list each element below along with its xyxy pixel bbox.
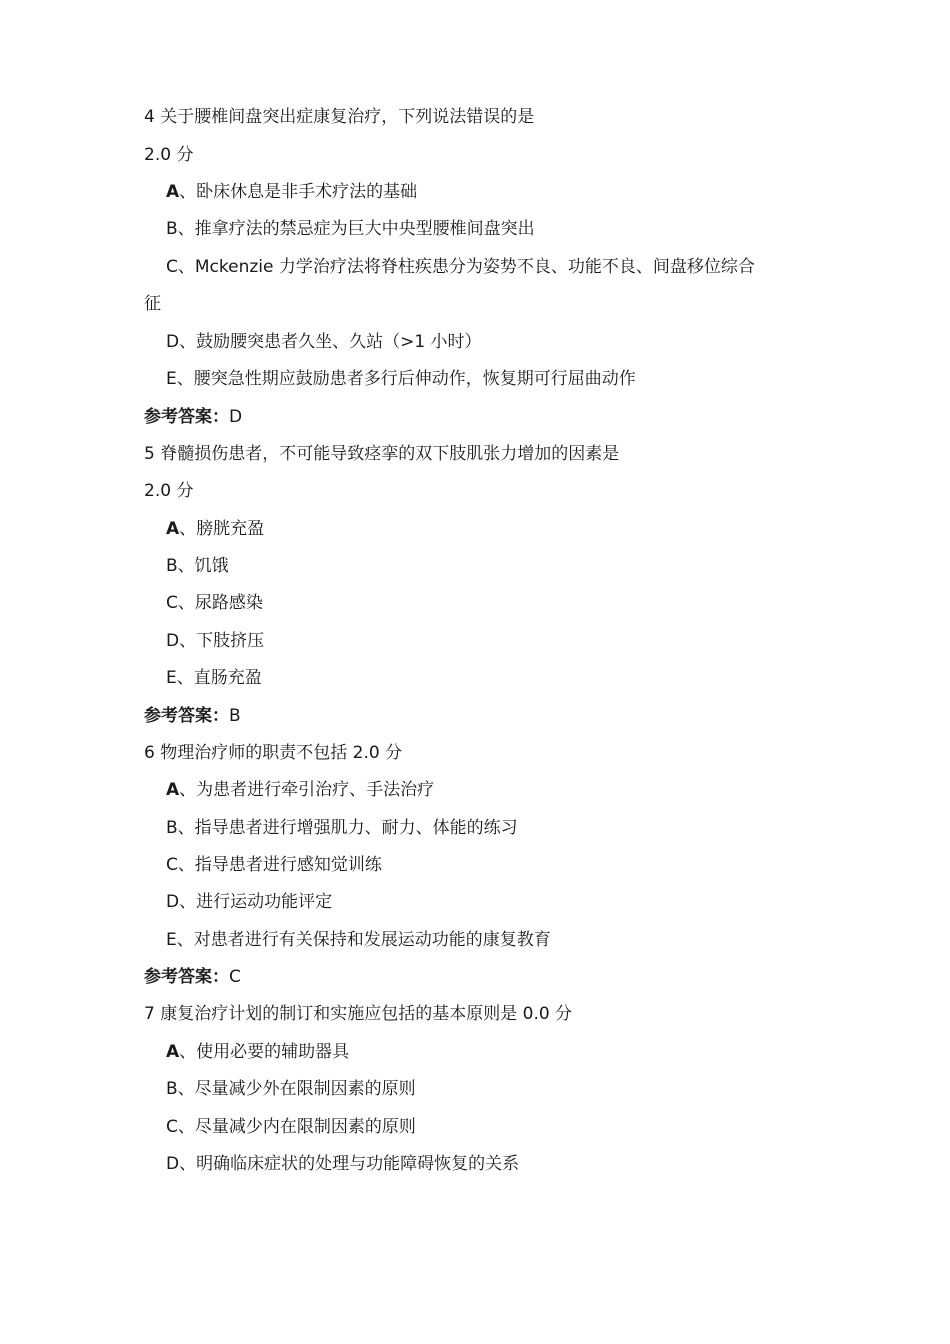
- option-text: 征: [144, 294, 161, 314]
- option-letter: C: [166, 593, 178, 613]
- option-letter: B: [166, 556, 178, 576]
- option-letter: C: [166, 855, 178, 875]
- option-letter: B: [166, 1079, 178, 1099]
- option-letter: A: [166, 519, 180, 539]
- option-text: 、饥饿: [177, 556, 229, 576]
- question-4-score: 2.0 分: [144, 145, 194, 165]
- question-4-stem: 4 关于腰椎间盘突出症康复治疗，下列说法错误的是: [144, 107, 535, 127]
- option-text: 、尿路感染: [177, 593, 263, 613]
- question-6-option-e: [166, 929, 551, 951]
- option-text: 、明确临床症状的处理与功能障碍恢复的关系: [179, 1154, 520, 1174]
- option-letter: A: [166, 1042, 180, 1062]
- question-6-option-a: [166, 779, 434, 801]
- option-letter: E: [166, 930, 177, 950]
- option-letter: B: [166, 219, 178, 239]
- question-5-option-c: [166, 592, 263, 614]
- question-4-option-c: [166, 256, 755, 278]
- option-text: 、进行运动功能评定: [179, 892, 333, 912]
- option-text: 、尽量减少外在限制因素的原则: [177, 1079, 416, 1099]
- option-text: 、Mckenzie 力学治疗法将脊柱疾患分为姿势不良、功能不良、间盘移位综合: [177, 257, 755, 277]
- option-letter: D: [166, 892, 180, 912]
- question-7-option-b: [166, 1078, 416, 1100]
- question-4-option-e: [166, 368, 636, 390]
- option-text: 、膀胱充盈: [179, 519, 265, 539]
- option-text: 、腰突急性期应鼓励患者多行后伸动作，恢复期可行屈曲动作: [176, 369, 636, 389]
- question-5-option-e: [166, 667, 262, 689]
- option-text: 、尽量减少内在限制因素的原则: [177, 1117, 416, 1137]
- option-text: 、下肢挤压: [179, 631, 265, 651]
- option-letter: D: [166, 631, 180, 651]
- question-4-option-a: [166, 181, 417, 203]
- option-text: 、对患者进行有关保持和发展运动功能的康复教育: [176, 930, 551, 950]
- option-letter: E: [166, 369, 177, 389]
- option-letter: A: [166, 780, 180, 800]
- question-5-answer: [144, 705, 241, 727]
- option-text: 、推拿疗法的禁忌症为巨大中央型腰椎间盘突出: [177, 219, 535, 239]
- answer-label: 参考答案：: [144, 967, 229, 987]
- question-7-option-c: [166, 1116, 416, 1138]
- question-4-option-d: [166, 331, 482, 353]
- question-6-option-b: [166, 817, 518, 839]
- question-4-answer: [144, 406, 242, 428]
- question-4-option-c-continued: [144, 293, 161, 315]
- option-text: 、直肠充盈: [176, 668, 262, 688]
- question-4-option-b: [166, 218, 535, 240]
- answer-label: 参考答案：: [144, 706, 229, 726]
- question-7-option-d: [166, 1153, 519, 1175]
- option-letter: C: [166, 1117, 178, 1137]
- question-6-option-d: [166, 891, 332, 913]
- question-5-option-d: [166, 630, 264, 652]
- option-letter: E: [166, 668, 177, 688]
- question-7-stem: 7 康复治疗计划的制订和实施应包括的基本原则是 0.0 分: [144, 1004, 573, 1024]
- option-letter: D: [166, 1154, 180, 1174]
- question-5-score: 2.0 分: [144, 481, 194, 501]
- question-5-option-b: [166, 555, 229, 577]
- option-letter: A: [166, 182, 180, 202]
- answer-value: C: [229, 967, 241, 987]
- option-text: 、指导患者进行感知觉训练: [177, 855, 382, 875]
- option-text: 、为患者进行牵引治疗、手法治疗: [179, 780, 435, 800]
- option-text: 、指导患者进行增强肌力、耐力、体能的练习: [177, 818, 518, 838]
- answer-label: 参考答案：: [144, 407, 229, 427]
- option-letter: C: [166, 257, 178, 277]
- question-5-stem: 5 脊髓损伤患者，不可能导致痉挛的双下肢肌张力增加的因素是: [144, 444, 620, 464]
- option-text: 、鼓励腰突患者久坐、久站（>1 小时）: [179, 332, 482, 352]
- question-6-option-c: [166, 854, 382, 876]
- answer-value: D: [229, 407, 243, 427]
- option-text: 、使用必要的辅助器具: [179, 1042, 350, 1062]
- question-5-option-a: [166, 518, 264, 540]
- option-letter: B: [166, 818, 178, 838]
- option-text: 、卧床休息是非手术疗法的基础: [179, 182, 418, 202]
- option-letter: D: [166, 332, 180, 352]
- answer-value: B: [229, 706, 241, 726]
- question-7-option-a: [166, 1041, 349, 1063]
- question-6-stem: 6 物理治疗师的职责不包括 2.0 分: [144, 743, 403, 763]
- question-6-answer: [144, 966, 241, 988]
